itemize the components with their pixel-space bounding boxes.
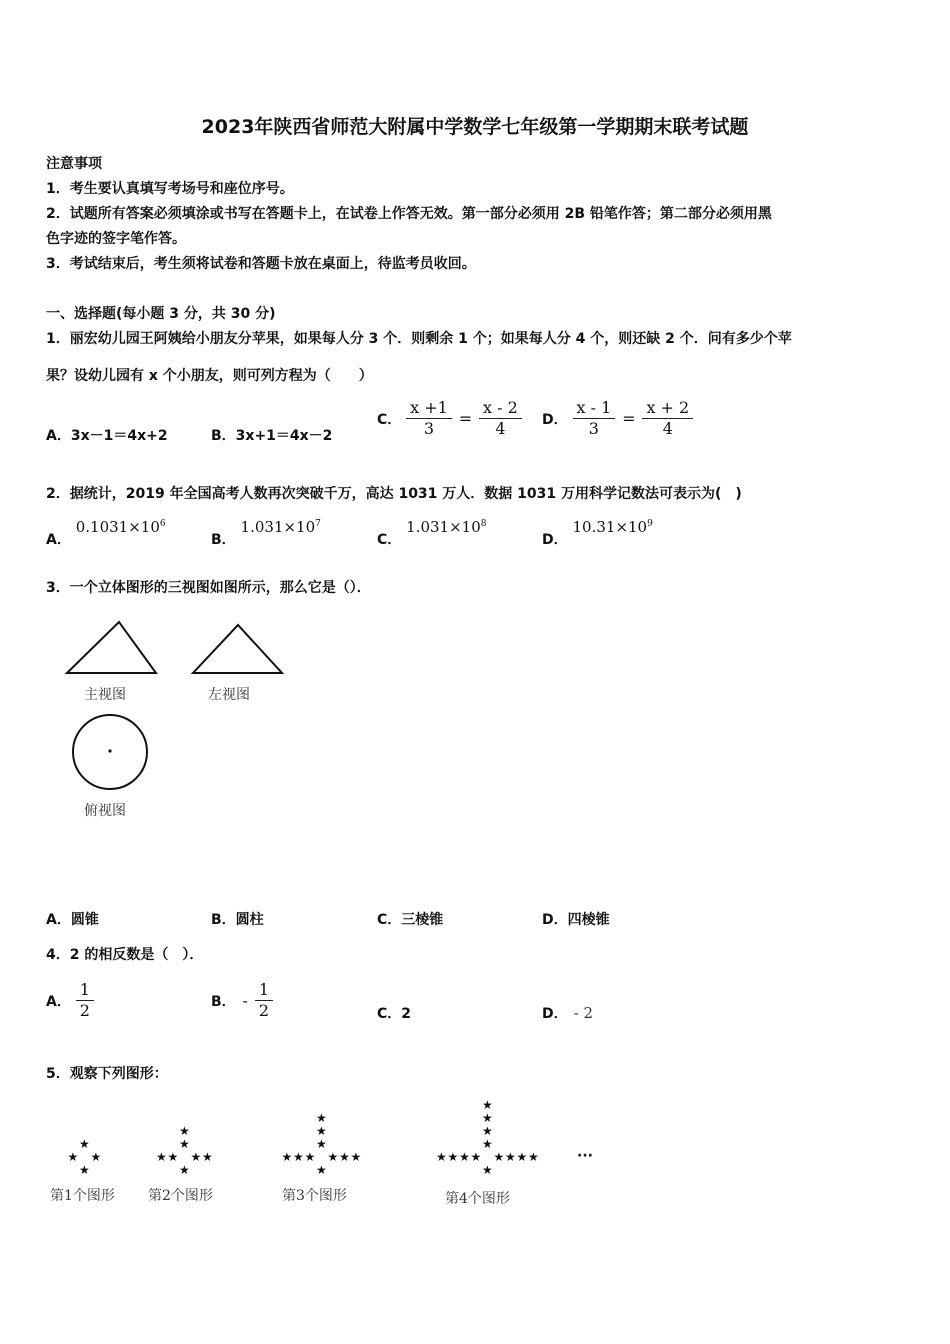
star-figure-4: ★ — [493, 1150, 505, 1164]
q5-text: 5．观察下列图形： — [46, 1066, 168, 1082]
q1-option-d[interactable]: D． $\frac{x - 1}{3}$ = $\frac{x + 2}{4}$ — [542, 398, 693, 439]
star-figure-2: ★ — [156, 1150, 167, 1164]
front-view-triangle — [67, 622, 156, 673]
q4-option-b-fraction: $\frac{1}{2}$ — [255, 980, 273, 1021]
star-figure-4: ★ — [482, 1098, 493, 1112]
q1-option-a-text: 3x－1＝4x+2 — [70, 428, 168, 444]
top-view-center-dot — [108, 749, 111, 752]
notice-item-2-cont: 色字迹的签字笔作答。 — [46, 231, 186, 247]
left-view-triangle — [193, 625, 282, 673]
star-figure-2: ★ — [202, 1150, 213, 1164]
top-view-caption: 俯视图 — [84, 803, 126, 819]
star-figure-3: ★ — [281, 1150, 293, 1164]
q2-option-a-value: $0.1031\times 10^6$ — [75, 518, 166, 536]
notice-heading: 注意事项 — [46, 156, 102, 172]
left-view-caption: 左视图 — [208, 687, 250, 703]
q2-option-b[interactable]: B． $1.031\times 10^7$ — [211, 518, 321, 548]
q1-option-b-text: 3x+1＝4x－2 — [235, 428, 333, 444]
star-figure-3: ★ — [293, 1150, 304, 1164]
q2-option-d[interactable]: D． $10.31\times 10^9$ — [542, 518, 653, 548]
exam-title: 2023年陕西省师范大附属中学数学七年级第一学期期末联考试题 — [201, 116, 749, 138]
q2-option-d-value: $10.31\times 10^9$ — [572, 518, 653, 536]
star-figure-3: ★ — [316, 1163, 327, 1177]
q1-option-b[interactable]: B．3x+1＝4x－2 — [211, 428, 333, 444]
q2-option-c[interactable]: C． $1.031\times 10^8$ — [377, 518, 487, 548]
q2-option-c-value: $1.031\times 10^8$ — [406, 518, 487, 536]
star-figure-3: ★ — [339, 1150, 350, 1164]
star-figure-1: ★ — [79, 1163, 90, 1177]
section-heading: 一、选择题(每小题 3 分，共 30 分) — [46, 306, 276, 322]
q1-option-a[interactable]: A．3x－1＝4x+2 — [46, 428, 168, 444]
front-view-caption: 主视图 — [84, 687, 126, 703]
three-view-figure — [60, 615, 300, 800]
q3-text: 3．一个立体图形的三视图如图所示，那么它是（）． — [46, 580, 371, 596]
star-figure-4: ★ — [528, 1150, 539, 1164]
star-figure-4: ★ — [470, 1150, 482, 1164]
figure-1-caption: 第1个图形 — [50, 1188, 115, 1204]
star-figure-1: ★ — [90, 1150, 102, 1164]
star-figure-4: ★ — [482, 1137, 493, 1151]
q3-option-b[interactable]: B．圆柱 — [211, 912, 264, 928]
star-figure-4: ★ — [482, 1111, 493, 1125]
star-figure-3: ★ — [327, 1150, 339, 1164]
q1-option-c-rhs: $\frac{x - 2}{4}$ — [479, 398, 522, 439]
q4-option-a-fraction: $\frac{1}{2}$ — [76, 980, 94, 1021]
star-figure-2: ★ — [190, 1150, 202, 1164]
q4-text: 4．2 的相反数是（ ）． — [46, 947, 204, 963]
star-figure-3: ★ — [350, 1150, 362, 1164]
star-figure-4: ★ — [482, 1124, 493, 1138]
q1-text-line1: 1．丽宏幼儿园王阿姨给小朋友分苹果，如果每人分 3 个．则剩余 1 个；如果每人分 4 个，则还缺 2 个．问有多少个苹 — [46, 331, 792, 347]
star-figure-4: ★ — [516, 1150, 528, 1164]
star-figure-3: ★ — [316, 1111, 327, 1125]
q1-option-d-rhs: $\frac{x + 2}{4}$ — [642, 398, 693, 439]
star-figure-4: ★ — [505, 1150, 516, 1164]
star-figure-4: ★ — [447, 1150, 459, 1164]
q3-option-c[interactable]: C．三棱锥 — [377, 912, 444, 928]
q1-option-c[interactable]: C． $\frac{x +1}{3}$ = $\frac{x - 2}{4}$ — [377, 398, 522, 439]
star-figure-4: ★ — [436, 1150, 447, 1164]
figure-3-caption: 第3个图形 — [282, 1188, 347, 1204]
q4-option-a[interactable]: A． $\frac{1}{2}$ — [46, 980, 94, 1021]
star-figure-2: ★ — [167, 1150, 179, 1164]
figure-2-caption: 第2个图形 — [148, 1188, 213, 1204]
notice-item-3: 3．考试结束后，考生须将试卷和答题卡放在桌面上，待监考员收回。 — [46, 256, 476, 272]
star-figure-3: ★ — [316, 1124, 327, 1138]
star-figure-4: ★ — [459, 1150, 470, 1164]
star-figure-1: ★ — [67, 1150, 79, 1164]
q4-option-d[interactable]: D． - 2 — [542, 1004, 594, 1022]
q3-option-d[interactable]: D．四棱锥 — [542, 912, 610, 928]
star-figure-2: ★ — [179, 1137, 190, 1151]
q1-option-c-lhs: $\frac{x +1}{3}$ — [406, 398, 452, 439]
q4-option-b[interactable]: B． - $\frac{1}{2}$ — [211, 980, 273, 1021]
pattern-ellipsis: ··· — [577, 1148, 593, 1164]
q2-option-a[interactable]: A． $0.1031\times 10^6$ — [46, 518, 166, 548]
q2-option-b-value: $1.031\times 10^7$ — [240, 518, 321, 536]
star-figure-3: ★ — [316, 1137, 327, 1151]
q4-option-c[interactable]: C．2 — [377, 1006, 412, 1022]
star-figure-1: ★ — [79, 1137, 90, 1151]
q1-option-d-lhs: $\frac{x - 1}{3}$ — [573, 398, 616, 439]
notice-item-2: 2．试题所有答案必须填涂或书写在答题卡上，在试卷上作答无效。第一部分必须用 2B 铅笔作答；第二部分必须用黑 — [46, 206, 772, 222]
q2-text: 2．据统计，2019 年全国高考人数再次突破千万，高达 1031 万人．数据 1031 万用科学记数法可表示为( ) — [46, 486, 742, 502]
star-figure-4: ★ — [482, 1163, 493, 1177]
q1-text-line2: 果？设幼儿园有 x 个小朋友，则可列方程为（ ） — [46, 368, 373, 384]
star-figure-2: ★ — [179, 1163, 190, 1177]
star-figure-2: ★ — [179, 1124, 190, 1138]
notice-item-1: 1．考生要认真填写考场号和座位序号。 — [46, 181, 294, 197]
star-figure-3: ★ — [304, 1150, 316, 1164]
figure-4-caption: 第4个图形 — [445, 1191, 510, 1207]
q3-option-a[interactable]: A．圆锥 — [46, 912, 99, 928]
